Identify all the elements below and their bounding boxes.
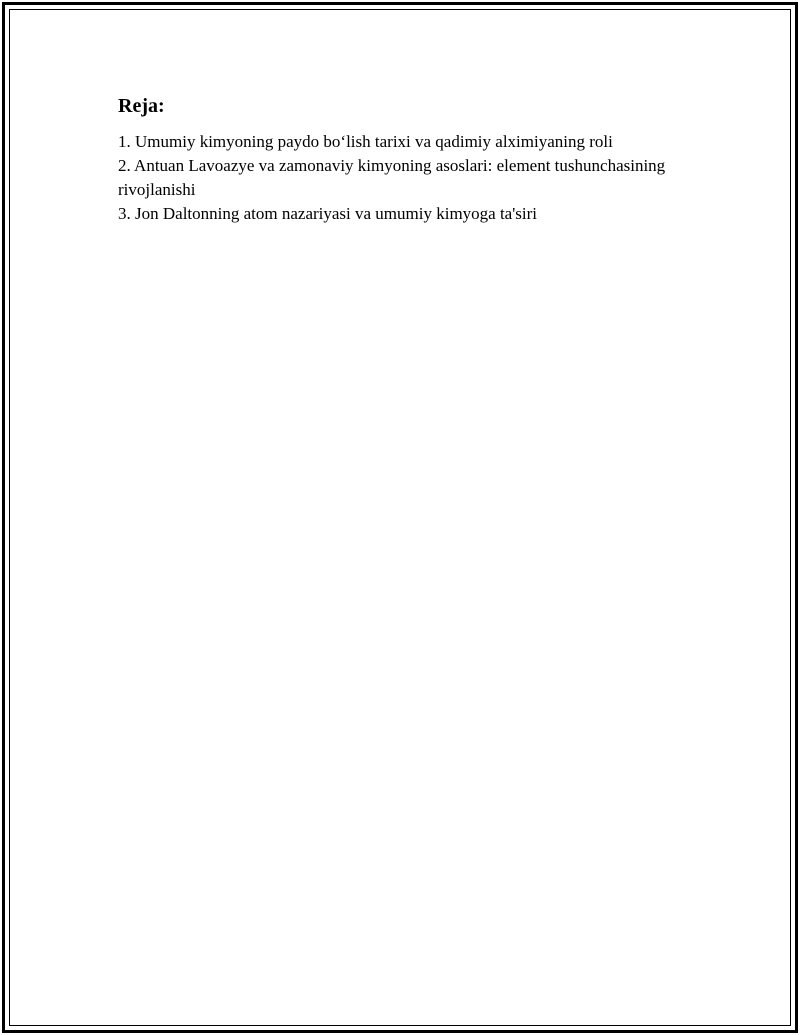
- plan-list: [118, 130, 678, 226]
- plan-item-2: 2. Antuan Lavoazye va zamonaviy kimyoning asoslari: element tushunchasining rivojlanishi: [118, 156, 666, 199]
- plan-item-3: 3. Jon Daltonning atom nazariyasi va umumiy kimyoga ta'siri: [118, 204, 538, 223]
- plan-item-1: 1. Umumiy kimyoning paydo bo‘lish tarixi va qadimiy alximiyaning roli: [118, 132, 613, 151]
- plan-heading: Reja:: [118, 95, 165, 117]
- page-content: [118, 92, 678, 226]
